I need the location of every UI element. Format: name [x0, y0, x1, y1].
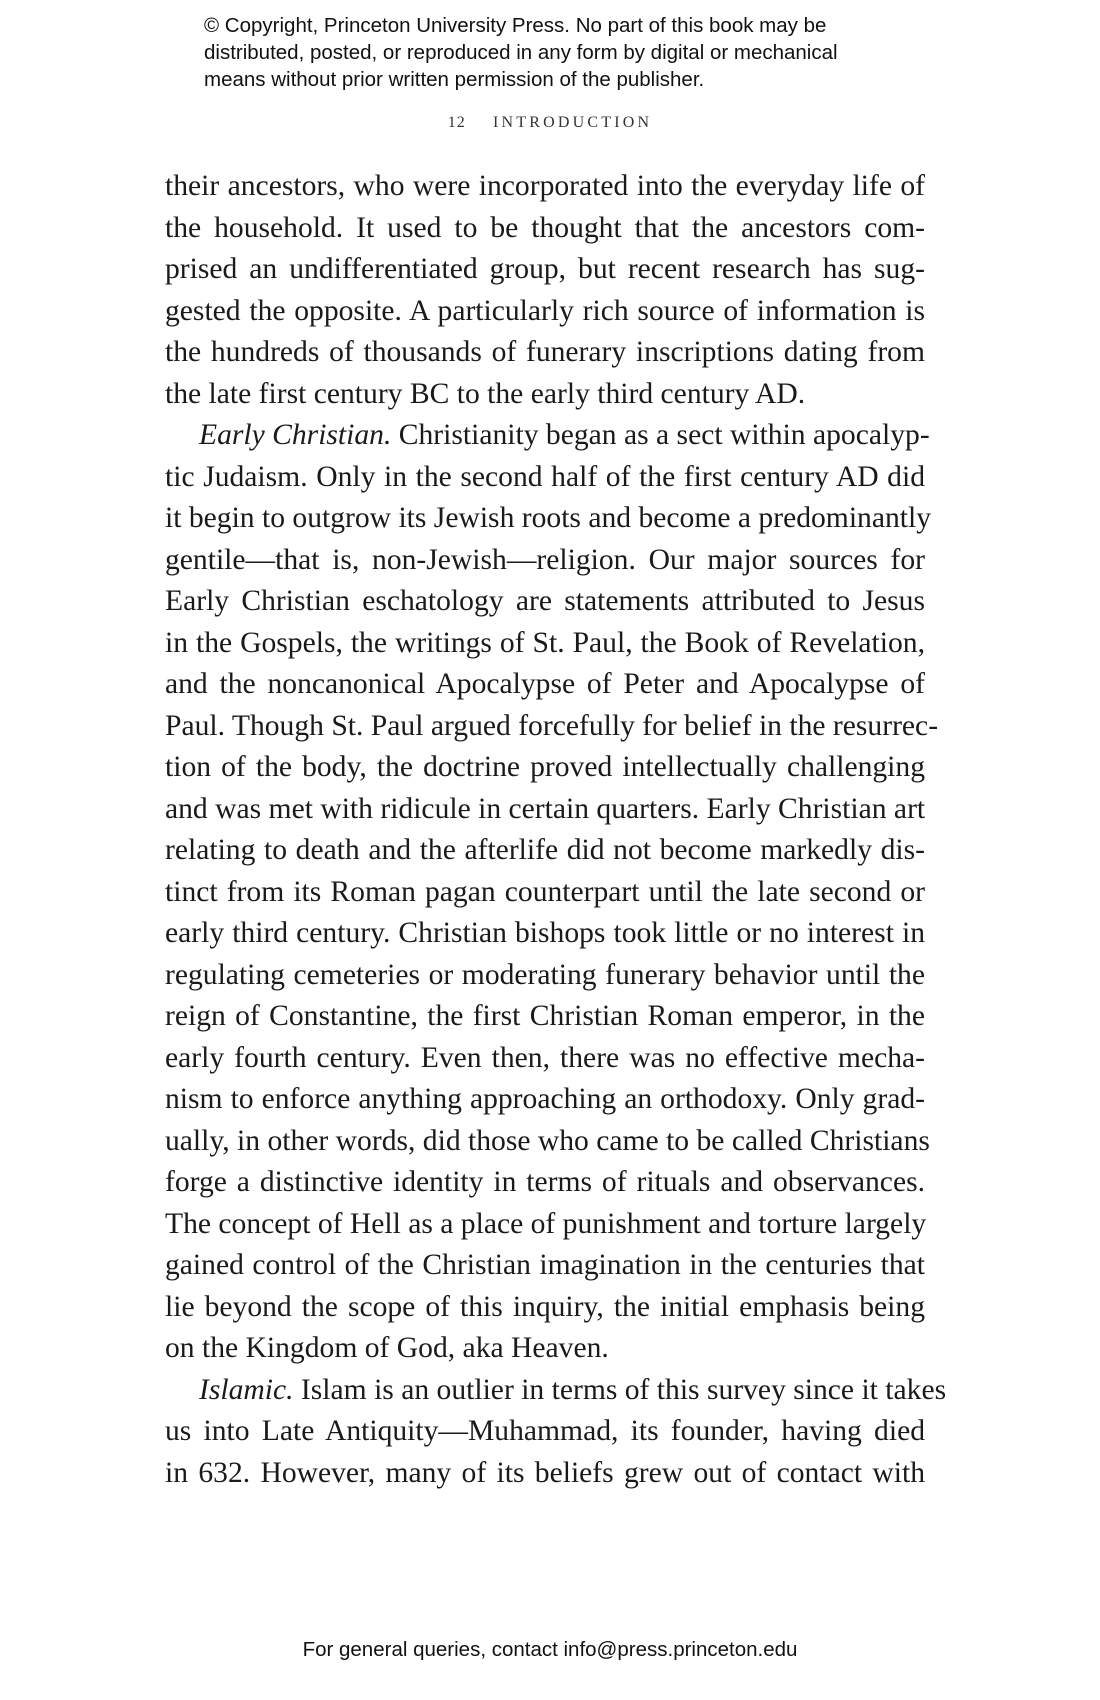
- text-line: nism to enforce anything approaching an orthodoxy. Only grad-: [165, 1083, 925, 1115]
- text-line: in the Gospels, the writings of St. Paul, the Book of Revelation,: [165, 626, 925, 659]
- text-line: their ancestors, who were incorporated into the everyday life of: [165, 170, 925, 202]
- text-line: gested the opposite. A particularly rich source of information is: [165, 294, 925, 327]
- paragraph-lead-italic: Islamic.: [199, 1373, 294, 1406]
- text-line: gentile—that is, non-Jewish—religion. Our major sources for: [165, 543, 925, 576]
- text-run: Islam is an outlier in terms of this survey since it takes: [293, 1373, 947, 1406]
- text-line: and the noncanonical Apocalypse of Peter and Apocalypse of: [165, 668, 925, 700]
- text-run: Christianity began as a sect within apocalyp-: [391, 419, 930, 451]
- text-line: ually, in other words, did those who came to be called Christians: [165, 1124, 930, 1157]
- text-line: Paul. Though St. Paul argued forcefully for belief in the resurrec-: [165, 709, 939, 742]
- text-line: forge a distinctive identity in terms of rituals and observances.: [165, 1166, 925, 1198]
- paragraph-first-line: [165, 1370, 947, 1412]
- text-line: tic Judaism. Only in the second half of the first century AD did: [165, 460, 925, 493]
- text-line: The concept of Hell as a place of punishment and torture largely: [165, 1207, 927, 1240]
- paragraph-first-line: [165, 415, 930, 457]
- text-line: early fourth century. Even then, there was no effective mecha-: [165, 1041, 925, 1074]
- text-line: the late first century BC to the early third century AD.: [165, 377, 806, 410]
- text-line: on the Kingdom of God, aka Heaven.: [165, 1332, 609, 1364]
- text-line: gained control of the Christian imagination in the centuries that: [165, 1249, 925, 1281]
- section-title: INTRODUCTION: [492, 114, 653, 131]
- text-line: the hundreds of thousands of funerary inscriptions dating from: [165, 336, 925, 368]
- paragraph-lead-italic: Early Christian.: [199, 419, 392, 451]
- text-line: it begin to outgrow its Jewish roots and become a predominantly: [165, 502, 932, 534]
- copyright-notice: [204, 12, 964, 93]
- text-line: Early Christian eschatology are statements attributed to Jesus: [165, 585, 925, 617]
- text-line: early third century. Christian bishops took little or no interest in: [165, 917, 925, 949]
- copyright-line: distributed, posted, or reproduced in any form by digital or mechanical: [204, 41, 838, 64]
- text-line: relating to death and the afterlife did not become markedly dis-: [165, 834, 925, 866]
- text-line: regulating cemeteries or moderating funerary behavior until the: [165, 958, 925, 991]
- text-line: the household. It used to be thought that the ancestors com-: [165, 211, 925, 244]
- page-number: 12: [447, 114, 466, 131]
- text-line: and was met with ridicule in certain quarters. Early Christian art: [165, 792, 926, 825]
- text-line: lie beyond the scope of this inquiry, the initial emphasis being: [165, 1290, 925, 1323]
- text-line: reign of Constantine, the first Christian Roman emperor, in the: [165, 1000, 925, 1032]
- copyright-line: © Copyright, Princeton University Press. No part of this book may be: [204, 14, 827, 37]
- text-line: prised an undifferentiated group, but recent research has sug-: [165, 253, 925, 285]
- text-line: us into Late Antiquity—Muhammad, its founder, having died: [165, 1415, 925, 1447]
- body-text: [165, 166, 947, 1494]
- footer-contact: For general queries, contact info@press.princeton.edu: [302, 1638, 798, 1661]
- text-line: in 632. However, many of its beliefs grew out of contact with: [165, 1456, 925, 1489]
- text-line: tion of the body, the doctrine proved intellectually challenging: [165, 751, 925, 783]
- running-head: [0, 114, 1100, 132]
- copyright-line: means without prior written permission of the publisher.: [204, 68, 705, 91]
- text-line: tinct from its Roman pagan counterpart until the late second or: [165, 875, 925, 908]
